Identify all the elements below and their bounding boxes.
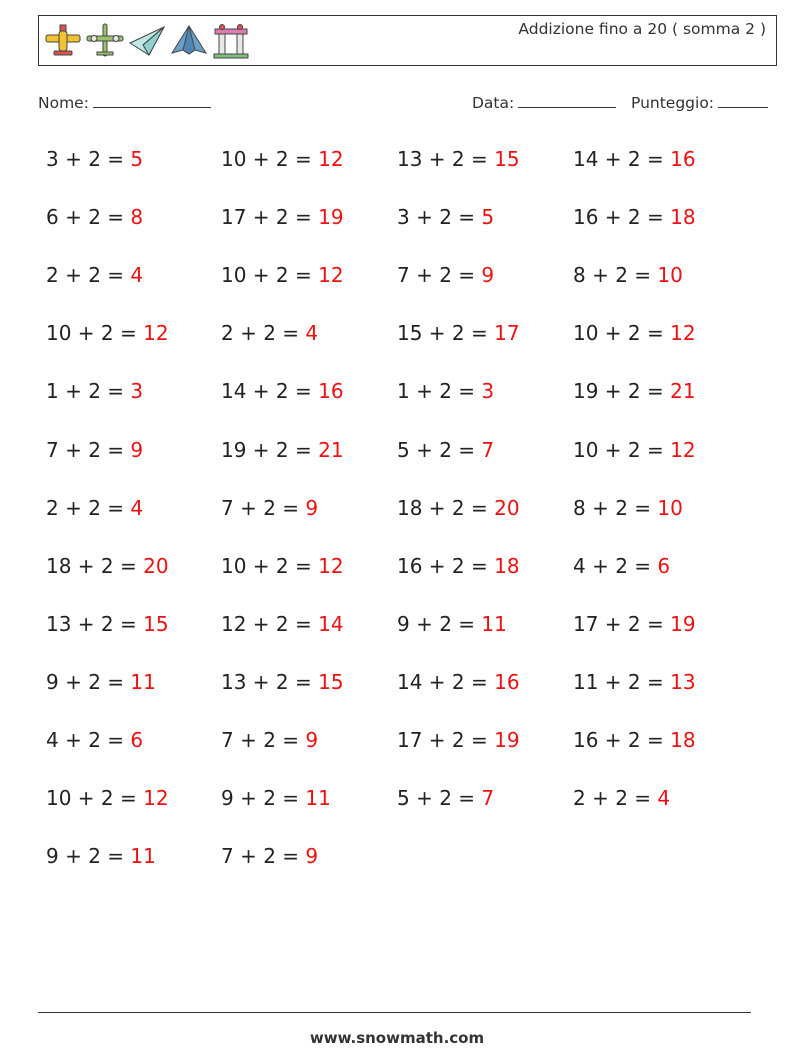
problem-answer: 4 (657, 786, 671, 811)
problem-answer: 21 (318, 437, 344, 462)
problem-question: 10 + 2 = (46, 786, 137, 811)
problem-answer: 4 (130, 495, 144, 520)
problem-question: 17 + 2 = (397, 728, 488, 752)
problem-question: 8 + 2 = (573, 263, 652, 288)
problem-answer: 17 (494, 321, 520, 346)
problem-question: 4 + 2 = (46, 728, 125, 752)
problem-item (573, 554, 670, 578)
problem-item (221, 321, 318, 345)
problem-question: 5 + 2 = (397, 786, 476, 811)
problem-answer: 12 (670, 321, 696, 346)
problem-item (221, 496, 318, 520)
problem-answer: 13 (670, 669, 696, 694)
problem-item (397, 612, 507, 636)
problem-item (221, 670, 344, 694)
problem-item (221, 786, 331, 810)
problem-question: 16 + 2 = (397, 553, 488, 578)
problem-item (46, 554, 169, 578)
problem-item (221, 612, 344, 636)
problem-question: 4 + 2 = (573, 553, 652, 578)
problem-answer: 12 (143, 786, 169, 811)
problem-question: 10 + 2 = (46, 321, 137, 346)
problem-question: 10 + 2 = (221, 147, 312, 171)
problem-item (46, 728, 143, 752)
score-blank (718, 93, 768, 108)
problem-item (221, 205, 344, 229)
problem-item (46, 496, 143, 520)
problem-question: 1 + 2 = (397, 379, 476, 404)
problem-item (46, 670, 156, 694)
problem-question: 1 + 2 = (46, 379, 125, 404)
problem-question: 2 + 2 = (46, 495, 125, 520)
problem-question: 15 + 2 = (397, 321, 488, 346)
problem-item (221, 554, 344, 578)
problem-item (573, 147, 696, 171)
problem-answer: 21 (670, 379, 696, 404)
problem-answer: 18 (494, 553, 520, 578)
problem-question: 10 + 2 = (221, 263, 312, 288)
problem-question: 7 + 2 = (221, 728, 300, 752)
problem-question: 13 + 2 = (221, 669, 312, 694)
worksheet-title: Addizione fino a 20 ( somma 2 ) (518, 20, 766, 38)
problem-item (397, 263, 494, 287)
problem-answer: 11 (130, 844, 156, 869)
problem-question: 7 + 2 = (397, 263, 476, 288)
problem-question: 17 + 2 = (573, 611, 664, 636)
name-field (38, 93, 211, 112)
problem-answer: 11 (305, 786, 331, 811)
problem-answer: 12 (670, 437, 696, 462)
problem-answer: 16 (670, 147, 696, 171)
problem-answer: 16 (318, 379, 344, 404)
paper-plane-icon (127, 21, 167, 61)
problem-answer: 10 (657, 263, 683, 288)
problem-answer: 3 (130, 379, 144, 404)
problem-item (573, 321, 696, 345)
problem-item (46, 321, 169, 345)
footer-divider (38, 1012, 751, 1013)
problem-item (397, 438, 494, 462)
problem-question: 14 + 2 = (573, 147, 664, 171)
problem-item (221, 728, 318, 752)
problem-question: 13 + 2 = (397, 147, 488, 171)
problem-item (397, 728, 520, 752)
problem-question: 18 + 2 = (397, 495, 488, 520)
problem-item (397, 147, 520, 171)
problem-question: 7 + 2 = (221, 495, 300, 520)
problem-question: 2 + 2 = (46, 263, 125, 288)
problem-item (46, 438, 143, 462)
problem-question: 10 + 2 = (573, 321, 664, 346)
problem-item (221, 379, 344, 403)
problem-question: 10 + 2 = (573, 437, 664, 462)
problem-question: 12 + 2 = (221, 611, 312, 636)
problem-question: 10 + 2 = (221, 553, 312, 578)
problem-question: 17 + 2 = (221, 205, 312, 230)
problem-question: 14 + 2 = (397, 669, 488, 694)
problem-answer: 14 (318, 611, 344, 636)
problem-answer: 20 (494, 495, 520, 520)
problem-item (397, 670, 520, 694)
blue-jet-icon (169, 21, 209, 61)
problem-answer: 12 (318, 147, 344, 171)
problem-answer: 9 (130, 437, 144, 462)
pink-gate-icon (211, 21, 251, 61)
problem-answer: 9 (305, 495, 319, 520)
problem-answer: 15 (318, 669, 344, 694)
problem-item (397, 786, 494, 810)
problem-question: 19 + 2 = (221, 437, 312, 462)
problem-item (573, 670, 696, 694)
problem-answer: 19 (670, 611, 696, 636)
problem-question: 9 + 2 = (397, 611, 476, 636)
problem-question: 9 + 2 = (46, 669, 125, 694)
problem-question: 16 + 2 = (573, 728, 664, 752)
problem-item (221, 147, 344, 171)
icon-strip (43, 21, 251, 61)
problem-item (397, 379, 494, 403)
problem-item (46, 379, 143, 403)
worksheet-header (38, 15, 777, 66)
date-label: Data: (472, 94, 515, 112)
name-label: Nome: (38, 94, 89, 112)
footer-url: www.snowmath.com (309, 1029, 485, 1047)
problem-answer: 15 (494, 147, 520, 171)
yellow-plane-icon (43, 21, 83, 61)
problem-item (573, 612, 696, 636)
problem-item (221, 844, 318, 868)
problem-answer: 9 (305, 844, 319, 869)
problem-question: 13 + 2 = (46, 611, 137, 636)
score-label: Punteggio: (631, 94, 715, 112)
problem-question: 2 + 2 = (221, 321, 300, 346)
problem-answer: 15 (143, 611, 169, 636)
green-plane-icon (85, 21, 125, 61)
date-field (472, 93, 616, 112)
problem-answer: 10 (657, 495, 683, 520)
problem-item (46, 205, 143, 229)
problem-item (46, 786, 169, 810)
problem-answer: 12 (318, 263, 344, 288)
problem-question: 18 + 2 = (46, 553, 137, 578)
problem-item (397, 321, 520, 345)
problem-item (573, 263, 683, 287)
problem-answer: 6 (130, 728, 144, 752)
problem-answer: 19 (494, 728, 520, 752)
problem-answer: 12 (318, 553, 344, 578)
problem-item (573, 496, 683, 520)
problem-item (46, 147, 143, 171)
problem-question: 16 + 2 = (573, 205, 664, 230)
problem-item (573, 786, 670, 810)
problem-question: 8 + 2 = (573, 495, 652, 520)
name-blank (93, 93, 211, 108)
problem-answer: 18 (670, 728, 696, 752)
problem-answer: 5 (130, 147, 144, 171)
problem-question: 2 + 2 = (573, 786, 652, 811)
problem-answer: 4 (130, 263, 144, 288)
problem-item (46, 263, 143, 287)
problem-item (46, 844, 156, 868)
problem-answer: 19 (318, 205, 344, 230)
problem-question: 9 + 2 = (46, 844, 125, 869)
problem-answer: 4 (305, 321, 319, 346)
problem-question: 6 + 2 = (46, 205, 125, 230)
problem-item (573, 438, 696, 462)
problem-answer: 18 (670, 205, 696, 230)
problem-answer: 8 (130, 205, 144, 230)
problem-question: 11 + 2 = (573, 669, 664, 694)
problem-question: 3 + 2 = (46, 147, 125, 171)
problem-item (46, 612, 169, 636)
problem-question: 14 + 2 = (221, 379, 312, 404)
problem-item (397, 554, 520, 578)
problem-question: 19 + 2 = (573, 379, 664, 404)
problem-question: 7 + 2 = (46, 437, 125, 462)
problem-item (573, 205, 696, 229)
problem-item (397, 205, 494, 229)
problem-answer: 3 (481, 379, 495, 404)
problem-answer: 12 (143, 321, 169, 346)
problem-answer: 9 (305, 728, 319, 752)
problem-item (573, 728, 696, 752)
problem-answer: 11 (130, 669, 156, 694)
problem-answer: 6 (657, 553, 671, 578)
problem-answer: 11 (481, 611, 507, 636)
problem-answer: 7 (481, 437, 495, 462)
problem-answer: 7 (481, 786, 495, 811)
problem-answer: 20 (143, 553, 169, 578)
problem-item (221, 263, 344, 287)
problem-item (221, 438, 344, 462)
score-field (631, 93, 768, 112)
problem-answer: 9 (481, 263, 495, 288)
problem-question: 7 + 2 = (221, 844, 300, 869)
problem-question: 9 + 2 = (221, 786, 300, 811)
problem-question: 3 + 2 = (397, 205, 476, 230)
problem-item (573, 379, 696, 403)
problem-question: 5 + 2 = (397, 437, 476, 462)
problem-answer: 5 (481, 205, 495, 230)
problem-answer: 16 (494, 669, 520, 694)
problem-item (397, 496, 520, 520)
date-blank (518, 93, 616, 108)
